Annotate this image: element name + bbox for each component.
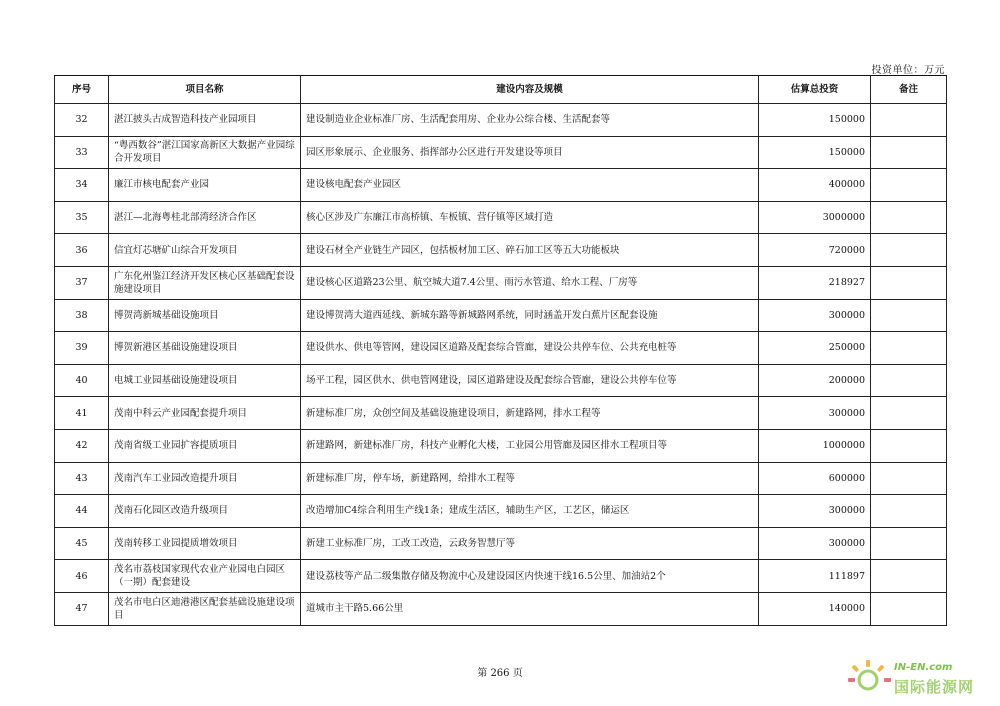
table-row (55, 364, 947, 397)
row-project-name: 电城工业园基础设施建设项目 (109, 364, 301, 397)
row-remark (871, 462, 947, 495)
row-investment: 300000 (759, 495, 871, 528)
row-no: 33 (55, 136, 109, 169)
row-remark (871, 495, 947, 528)
row-investment: 150000 (759, 104, 871, 137)
row-project-name: 茂名市电白区迪港港区配套基础设施建设项目 (109, 592, 301, 625)
table-row (55, 397, 947, 430)
row-no: 36 (55, 234, 109, 267)
row-content: 建设博贺湾大道西延线、新城东路等新城路网系统，同时涵盖开发白蕉片区配套设施 (301, 299, 759, 332)
header-name: 项目名称 (109, 76, 301, 104)
header-investment: 估算总投资 (759, 76, 871, 104)
watermark-en: IN-EN.com (894, 662, 953, 673)
row-project-name: 茂南石化园区改造升级项目 (109, 495, 301, 528)
header-content: 建设内容及规模 (301, 76, 759, 104)
table-row (55, 527, 947, 560)
row-project-name: “粤西数谷”湛江国家高新区大数据产业园综合开发项目 (109, 136, 301, 169)
row-remark (871, 201, 947, 234)
row-no: 32 (55, 104, 109, 137)
row-no: 47 (55, 592, 109, 625)
row-project-name: 茂南转移工业园提质增效项目 (109, 527, 301, 560)
table-row (55, 429, 947, 462)
row-remark (871, 592, 947, 625)
row-content: 建设供水、供电等管网，建设园区道路及配套综合管廊，建设公共停车位、公共充电桩等 (301, 332, 759, 365)
table-row (55, 201, 947, 234)
table-row (55, 266, 947, 299)
table-row (55, 495, 947, 528)
row-investment: 400000 (759, 169, 871, 202)
row-remark (871, 332, 947, 365)
table-row (55, 234, 947, 267)
row-project-name: 湛江披头古成智造科技产业园项目 (109, 104, 301, 137)
sun-logo-icon (848, 658, 892, 698)
row-content: 新建标准厂房，停车场，新建路网，给排水工程等 (301, 462, 759, 495)
row-project-name: 信宜灯芯塘矿山综合开发项目 (109, 234, 301, 267)
row-no: 43 (55, 462, 109, 495)
table-row (55, 299, 947, 332)
row-remark (871, 560, 947, 593)
row-no: 44 (55, 495, 109, 528)
row-remark (871, 429, 947, 462)
project-table (54, 75, 947, 626)
row-investment: 300000 (759, 527, 871, 560)
row-investment: 300000 (759, 397, 871, 430)
table-row (55, 462, 947, 495)
row-investment: 1000000 (759, 429, 871, 462)
row-remark (871, 136, 947, 169)
row-content: 核心区涉及广东廉江市高桥镇、车板镇、营仔镇等区域打造 (301, 201, 759, 234)
row-no: 37 (55, 266, 109, 299)
row-investment: 3000000 (759, 201, 871, 234)
row-project-name: 廉江市核电配套产业园 (109, 169, 301, 202)
row-remark (871, 266, 947, 299)
row-investment: 218927 (759, 266, 871, 299)
row-project-name: 博贺新港区基础设施建设项目 (109, 332, 301, 365)
row-no: 41 (55, 397, 109, 430)
row-no: 40 (55, 364, 109, 397)
row-investment: 200000 (759, 364, 871, 397)
row-no: 35 (55, 201, 109, 234)
row-remark (871, 364, 947, 397)
row-investment: 150000 (759, 136, 871, 169)
row-remark (871, 104, 947, 137)
row-investment: 600000 (759, 462, 871, 495)
row-remark (871, 234, 947, 267)
row-content: 新建工业标准厂房，工改工改造，云政务智慧厅等 (301, 527, 759, 560)
header-remark: 备注 (871, 76, 947, 104)
row-project-name: 茂南省级工业园扩容提质项目 (109, 429, 301, 462)
row-no: 38 (55, 299, 109, 332)
row-project-name: 茂南中科云产业园配套提升项目 (109, 397, 301, 430)
table-row (55, 169, 947, 202)
page-number: 第 266 页 (477, 668, 523, 679)
row-project-name: 湛江—北海粤桂北部湾经济合作区 (109, 201, 301, 234)
row-content: 新建标准厂房，众创空间及基础设施建设项目，新建路网，排水工程等 (301, 397, 759, 430)
investment-unit-label: 投资单位：万元 (871, 65, 945, 76)
row-content: 道城市主干路5.66公里 (301, 592, 759, 625)
table-row (55, 592, 947, 625)
row-investment: 250000 (759, 332, 871, 365)
watermark-cn: 国际能源网 (894, 678, 975, 696)
row-content: 建设制造业企业标准厂房、生活配套用房、企业办公综合楼、生活配套等 (301, 104, 759, 137)
table-row (55, 136, 947, 169)
row-investment: 111897 (759, 560, 871, 593)
table-row (55, 104, 947, 137)
row-investment: 140000 (759, 592, 871, 625)
table-row (55, 560, 947, 593)
row-investment: 720000 (759, 234, 871, 267)
row-remark (871, 397, 947, 430)
row-project-name: 博贺湾新城基础设施项目 (109, 299, 301, 332)
row-content: 新建路网，新建标准厂房，科技产业孵化大楼，工业园公用管廊及园区排水工程项目等 (301, 429, 759, 462)
row-no: 39 (55, 332, 109, 365)
row-project-name: 茂南汽车工业园改造提升项目 (109, 462, 301, 495)
row-content: 建设核心区道路23公里、航空城大道7.4公里、雨污水管道、给水工程、厂房等 (301, 266, 759, 299)
watermark-logo (848, 656, 988, 700)
row-content: 建设核电配套产业园区 (301, 169, 759, 202)
row-project-name: 茂名市荔枝国家现代农业产业园电白园区（一期）配套建设 (109, 560, 301, 593)
row-no: 34 (55, 169, 109, 202)
row-remark (871, 299, 947, 332)
row-project-name: 广东化州鉴江经济开发区核心区基础配套设施建设项目 (109, 266, 301, 299)
row-content: 园区形象展示、企业服务、指挥部办公区进行开发建设等项目 (301, 136, 759, 169)
table-header-row (55, 76, 947, 104)
table-row (55, 332, 947, 365)
row-investment: 300000 (759, 299, 871, 332)
row-no: 46 (55, 560, 109, 593)
row-no: 42 (55, 429, 109, 462)
row-content: 建设石材全产业链生产园区，包括板材加工区、碎石加工区等五大功能板块 (301, 234, 759, 267)
header-no: 序号 (55, 76, 109, 104)
row-no: 45 (55, 527, 109, 560)
row-content: 场平工程，园区供水、供电管网建设，园区道路建设及配套综合管廊，建设公共停车位等 (301, 364, 759, 397)
row-content: 改造增加C4综合利用生产线1条；建成生活区，辅助生产区，工艺区，储运区 (301, 495, 759, 528)
row-content: 建设荔枝等产品二级集散存储及物流中心及建设园区内快速干线16.5公里、加油站2个 (301, 560, 759, 593)
row-remark (871, 527, 947, 560)
row-remark (871, 169, 947, 202)
